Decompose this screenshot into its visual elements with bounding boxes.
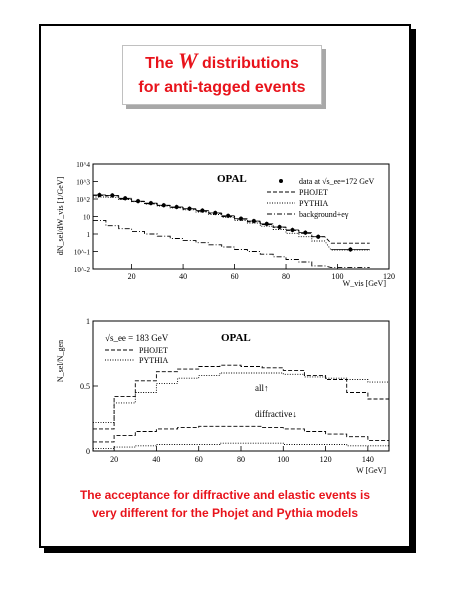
w-vis-distribution-chart: [41, 136, 409, 296]
x-tick-label: 100: [277, 455, 290, 464]
y-tick-label: 0: [86, 447, 90, 456]
data-point: [110, 193, 114, 197]
y-tick-label: 10^2: [76, 196, 90, 204]
y-tick-label: 1: [86, 317, 90, 326]
title-w-symbol: W: [178, 48, 198, 73]
caption-line-2: very different for the Phojet and Pythia models: [91, 506, 359, 520]
y-tick-label: 10^-2: [73, 266, 90, 274]
acceptance-chart: [41, 317, 409, 481]
x-tick-label: 80: [237, 455, 245, 464]
energy-label: √s_ee = 183 GeV: [105, 333, 169, 343]
title-line-1: [123, 48, 321, 74]
data-point: [303, 231, 307, 235]
series-line-phojet-diffractive: [93, 426, 389, 442]
annotation-all: all↑: [255, 383, 269, 393]
x-tick-label: 80: [282, 272, 291, 281]
x-axis-label: W [GeV]: [356, 466, 386, 475]
x-tick-label: 120: [319, 455, 332, 464]
annotation-diffractive: diffractive↓: [255, 409, 297, 419]
y-tick-label: 10^-1: [73, 248, 90, 257]
data-point: [252, 219, 256, 223]
title-prefix: The: [145, 55, 174, 72]
legend: [267, 177, 375, 219]
legend-label: data at √s_ee=172 GeV: [299, 177, 375, 186]
data-point: [149, 201, 153, 205]
legend: [105, 346, 169, 365]
y-tick-label: 10: [83, 213, 90, 222]
y-tick-label: 10^3: [76, 178, 90, 187]
legend-label: PYTHIA: [299, 199, 329, 208]
y-tick-label: 10^4: [76, 161, 90, 169]
slide: [39, 24, 411, 548]
legend-label: PHOJET: [139, 346, 168, 355]
x-tick-label: 40: [179, 272, 188, 281]
series-layer: [93, 365, 389, 448]
legend-label: background+eγ: [299, 210, 349, 219]
x-tick-label: 20: [110, 455, 119, 464]
y-axis-label: N_sel/N_gen: [56, 339, 65, 383]
title-line-2: for anti-tagged events: [138, 79, 306, 96]
series-line-phojet-all: [93, 365, 389, 429]
opal-label: OPAL: [217, 173, 247, 185]
x-tick-label: 100: [331, 272, 344, 281]
title-box: [122, 45, 322, 105]
x-tick-label: 120: [383, 272, 395, 281]
x-axis-label: W_vis [GeV]: [342, 279, 386, 288]
opal-label: OPAL: [221, 332, 251, 344]
x-tick-label: 20: [127, 272, 136, 281]
legend-marker: [279, 179, 283, 183]
caption-line-1: The acceptance for diffractive and elastic events is: [79, 488, 371, 502]
data-point: [265, 222, 269, 226]
x-tick-label: 40: [152, 455, 161, 464]
x-tick-label: 60: [230, 272, 239, 281]
legend-label: PHOJET: [299, 188, 328, 197]
x-tick-label: 60: [194, 455, 203, 464]
y-axis-label: dN_sel/dW_vis [1/GeV]: [56, 176, 65, 256]
x-tick-label: 140: [361, 455, 374, 464]
legend-label: PYTHIA: [139, 356, 169, 365]
series-line-background-e: [93, 220, 370, 267]
title-suffix: distributions: [202, 55, 299, 72]
y-tick-label: 1: [86, 231, 90, 239]
y-tick-label: 0.5: [80, 382, 90, 391]
data-point: [348, 248, 352, 252]
